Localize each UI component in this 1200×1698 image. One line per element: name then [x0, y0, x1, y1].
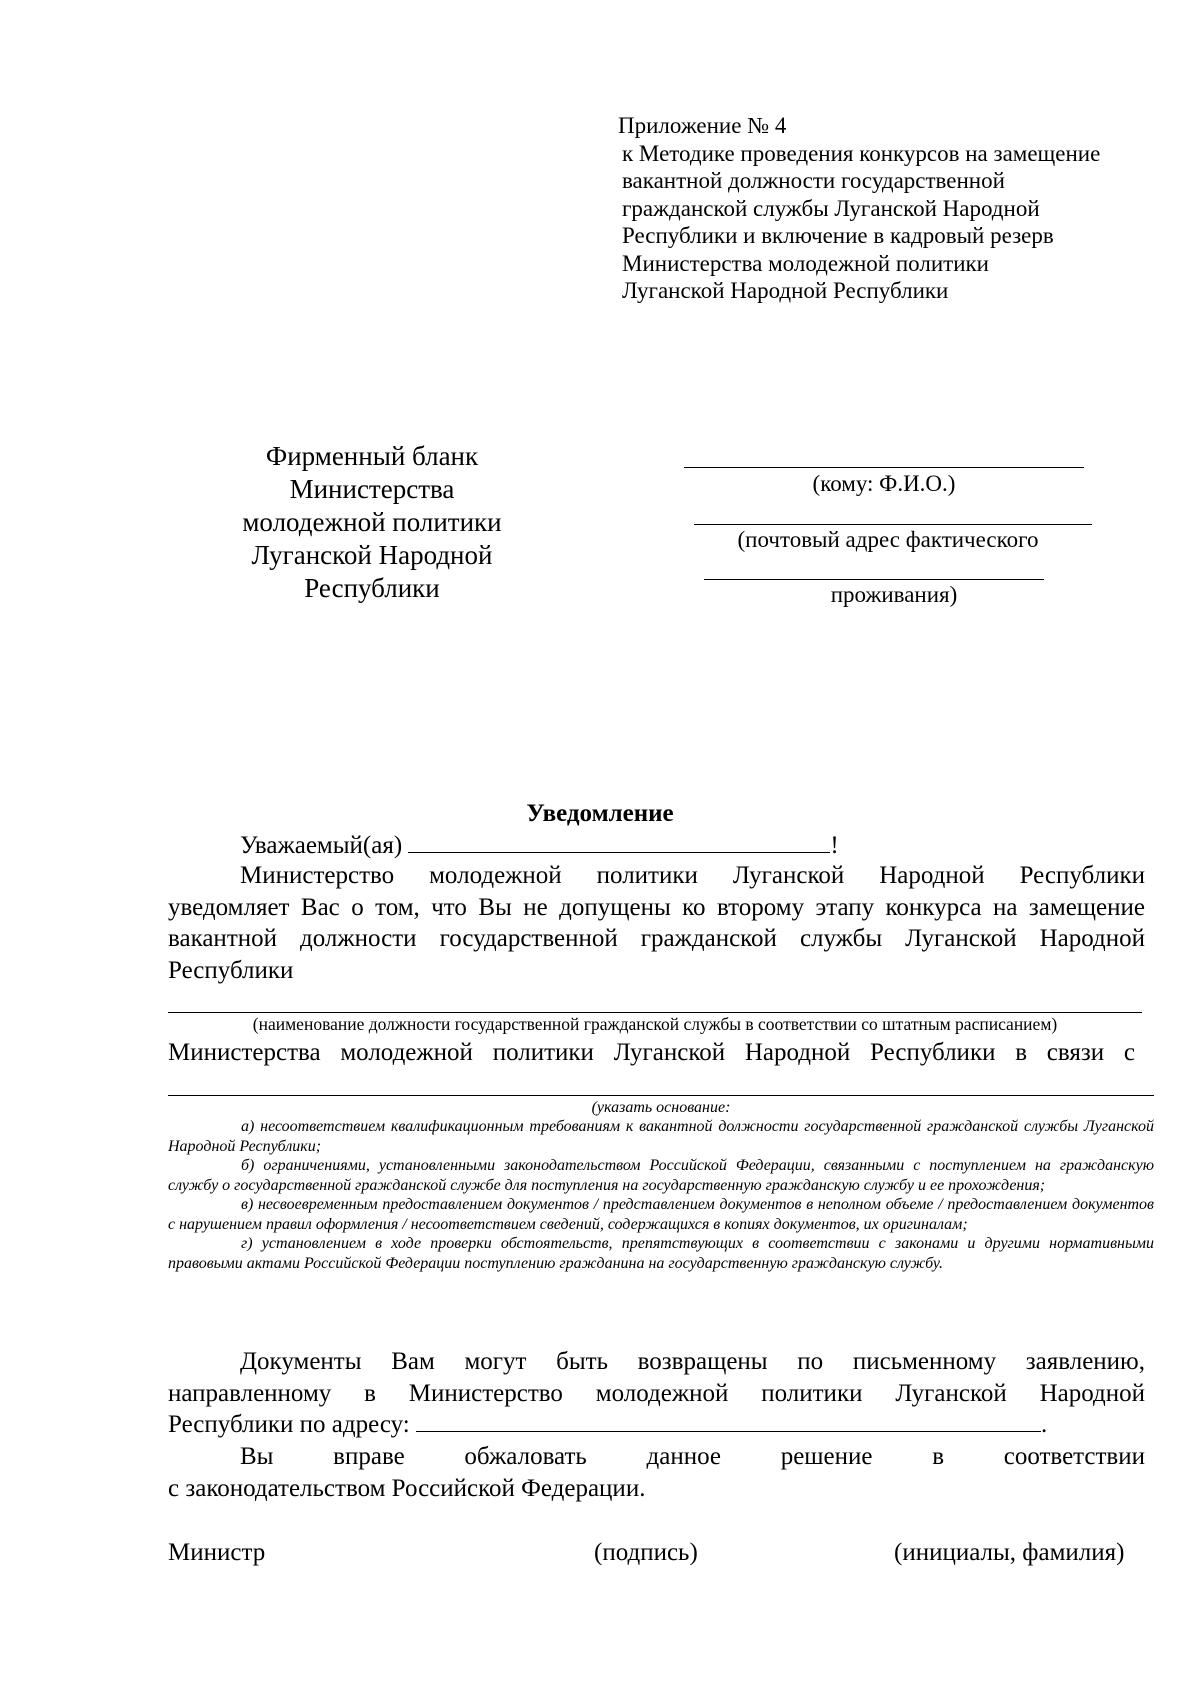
appendix-line: Министерства молодежной политики — [622, 250, 989, 276]
salutation-suffix: ! — [830, 832, 839, 859]
signature-name: (инициалы, фамилия) — [894, 1539, 1125, 1566]
addressee-name-line[interactable] — [684, 467, 1084, 468]
appendix-line: Приложение № 4 — [618, 113, 787, 138]
documents-return-paragraph — [168, 1346, 1145, 1441]
reason-d: г) установлением в ходе проверки обстоятельств, препятствующих в соответствии с законами и другими нормативными правовыми актами Российской Федерации поступлению гражданина на государственную гражданскую службу. — [168, 1235, 1154, 1272]
addressee-address-label-2: проживания) — [830, 582, 958, 607]
addressee-address-line-2[interactable] — [704, 579, 1044, 580]
paragraph-line: Министерство молодежной политики Луганской Народной Республики — [240, 862, 1145, 889]
reason-b: б) ограничениями, установленными законодательством Российской Федерации, связанными с поступлением на гражданскую службу о государственной гражданской службе для поступления на государственную гражданскую службу и ее прохождения; — [168, 1157, 1154, 1194]
appendix-header — [618, 112, 1101, 305]
signature-position: Министр — [168, 1539, 266, 1566]
paragraph-line: направленному в Министерство молодежной политики Луганской Народной — [168, 1379, 1145, 1407]
document-title: Уведомление — [526, 800, 674, 827]
letterhead-line: Фирменный бланк — [265, 441, 479, 471]
signature-sign: (подпись) — [594, 1539, 698, 1566]
reason-blank-line[interactable] — [168, 1095, 1154, 1096]
reasons-list — [168, 1117, 1154, 1273]
address-blank[interactable] — [416, 1409, 1041, 1432]
letterhead-line: молодежной политики — [242, 507, 502, 537]
appendix-line: гражданской службы Луганской Народной — [622, 195, 1040, 221]
paragraph-line: Вы вправе обжаловать данное решение в соответствии — [240, 1443, 1145, 1470]
position-caption: (наименование должности государственной гражданской службы в соответствии со штатным расписанием) — [252, 1014, 1058, 1034]
paragraph-line: вакантной должности государственной гражданской службы Луганской Народной — [168, 925, 1145, 952]
salutation — [240, 830, 839, 862]
address-suffix: . — [1040, 1411, 1048, 1438]
letterhead — [222, 440, 522, 605]
reason-a: а) несоответствием квалификационным требованиям к вакантной должности государственной гражданской службы Луганской Народной Республики; — [168, 1118, 1154, 1155]
addressee-address-label-1: (почтовый адрес фактического — [737, 527, 1039, 552]
letterhead-line: Министерства — [289, 474, 455, 504]
position-blank-line[interactable] — [168, 1012, 1142, 1013]
addressee-address-line-1[interactable] — [694, 524, 1092, 525]
notice-paragraph — [168, 860, 1145, 986]
salutation-name-blank[interactable] — [408, 830, 830, 853]
appendix-line: к Методике проведения конкурсов на замещение — [622, 140, 1101, 166]
appendix-line: Республики и включение в кадровый резерв — [622, 223, 1054, 248]
salutation-prefix: Уважаемый(ая) — [240, 832, 403, 859]
address-prefix: Республики по адресу: — [168, 1411, 410, 1438]
addressee-name-label: (кому: Ф.И.О.) — [812, 471, 956, 496]
letterhead-line: Луганской Народной — [251, 540, 493, 570]
reason-c: в) несвоевременным предоставлением документов / представлением документов в неполном объеме / предоставлением документов с нарушением правил оформления / несоответствием сведений, содержащихся в копиях документов, их оригиналам; — [168, 1196, 1154, 1233]
appeal-paragraph — [168, 1441, 1145, 1504]
appendix-line: вакантной должности государственной — [622, 168, 1005, 193]
letterhead-line: Республики — [304, 573, 440, 603]
paragraph-line: Документы Вам могут быть возвращены по письменному заявлению, — [240, 1348, 1145, 1375]
reason-caption: (указать основание: — [591, 1099, 731, 1116]
paragraph-line: уведомляет Вас о том, что Вы не допущены ко второму этапу конкурса на замещение — [168, 893, 1145, 921]
appendix-line: Луганской Народной Республики — [622, 278, 949, 303]
paragraph-line: Республики — [168, 956, 294, 984]
ministry-reason-line: Министерства молодежной политики Луганской Народной Республики в связи с — [168, 1039, 1135, 1066]
paragraph-line: с законодательством Российской Федерации. — [168, 1474, 646, 1502]
paragraph-line — [168, 1409, 1145, 1441]
